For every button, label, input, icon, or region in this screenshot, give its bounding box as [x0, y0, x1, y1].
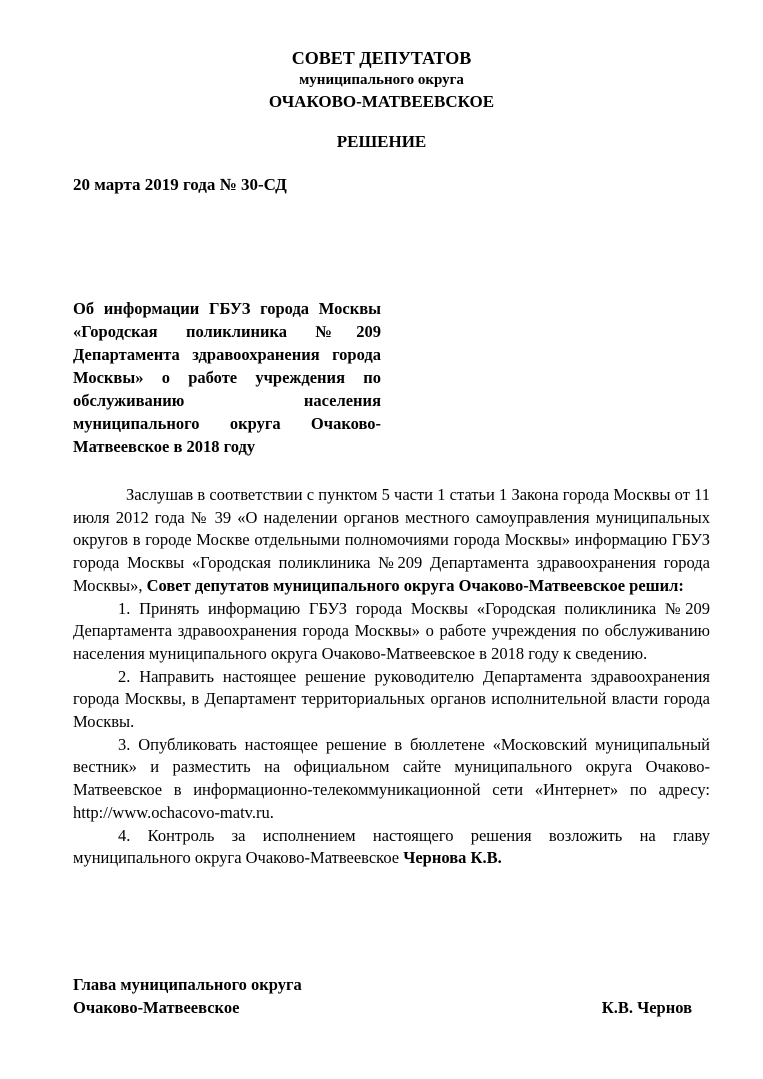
item-3: 3. Опубликовать настоящее решение в бюллетене «Московский муниципальный вестник» и разместить на официальном сайте муниципального округа Очаково-Матвеевское в информационно-телекоммуникационной сети «Интернет» по адресу: http://www.ochacovo-matv.ru.: [73, 734, 710, 822]
preamble-resolution: Совет депутатов муниципального округа Очаково-Матвеевское решил:: [146, 575, 684, 595]
preamble-text: Заслушав в соответствии с пунктом 5 части 1 статьи 1 Закона города Москвы от 11 июля 2012 года № 39 «О наделении органов местного самоуправления муниципальных округов в городе Москве отдельными полномочиями города Москвы» информацию ГБУЗ города Москвы «Городская поликлиника №209 Департамента здравоохранения города Москвы»,: [73, 485, 710, 595]
decision-body: [73, 484, 710, 870]
item-4: [73, 825, 710, 870]
preamble-paragraph: [73, 484, 710, 598]
item-1: 1. Принять информацию ГБУЗ города Москвы «Городская поликлиника №209 Департамента здравоохранения города Москвы» о работе учреждения по обслуживанию населения муниципального округа Очаково-Матвеевское в 2018 году к сведению.: [73, 598, 710, 663]
council-title: СОВЕТ ДЕПУТАТОВ: [291, 48, 472, 68]
decision-heading: РЕШЕНИЕ: [336, 132, 427, 151]
signature-title-line2: Очаково-Матвеевское: [73, 998, 240, 1017]
item-4-person: Чернова К.В.: [403, 848, 502, 868]
district-name: ОЧАКОВО-МАТВЕЕВСКОЕ: [268, 92, 495, 111]
item-4-text: 4. Контроль за исполнением настоящего решения возложить на главу муниципального округа Очаково-Матвеевское: [73, 825, 710, 868]
district-label: муниципального округа: [299, 72, 464, 88]
item-2: 2. Направить настоящее решение руководителю Департамента здравоохранения города Москвы, в Департамент территориальных органов исполнительной власти города Москвы.: [73, 666, 710, 732]
signature-title-line1: Глава муниципального округа: [73, 975, 302, 994]
decision-subject: Об информации ГБУЗ города Москвы «Городская поликлиника №209 Департамента здравоохранения города Москвы» о работе учреждения по обслуживанию населения муниципального округа Очаково-Матвеевское в 2018 году: [73, 299, 381, 456]
signature-name: К.В. Чернов: [601, 998, 692, 1017]
decision-date-number: 20 марта 2019 года № 30-СД: [73, 175, 287, 194]
